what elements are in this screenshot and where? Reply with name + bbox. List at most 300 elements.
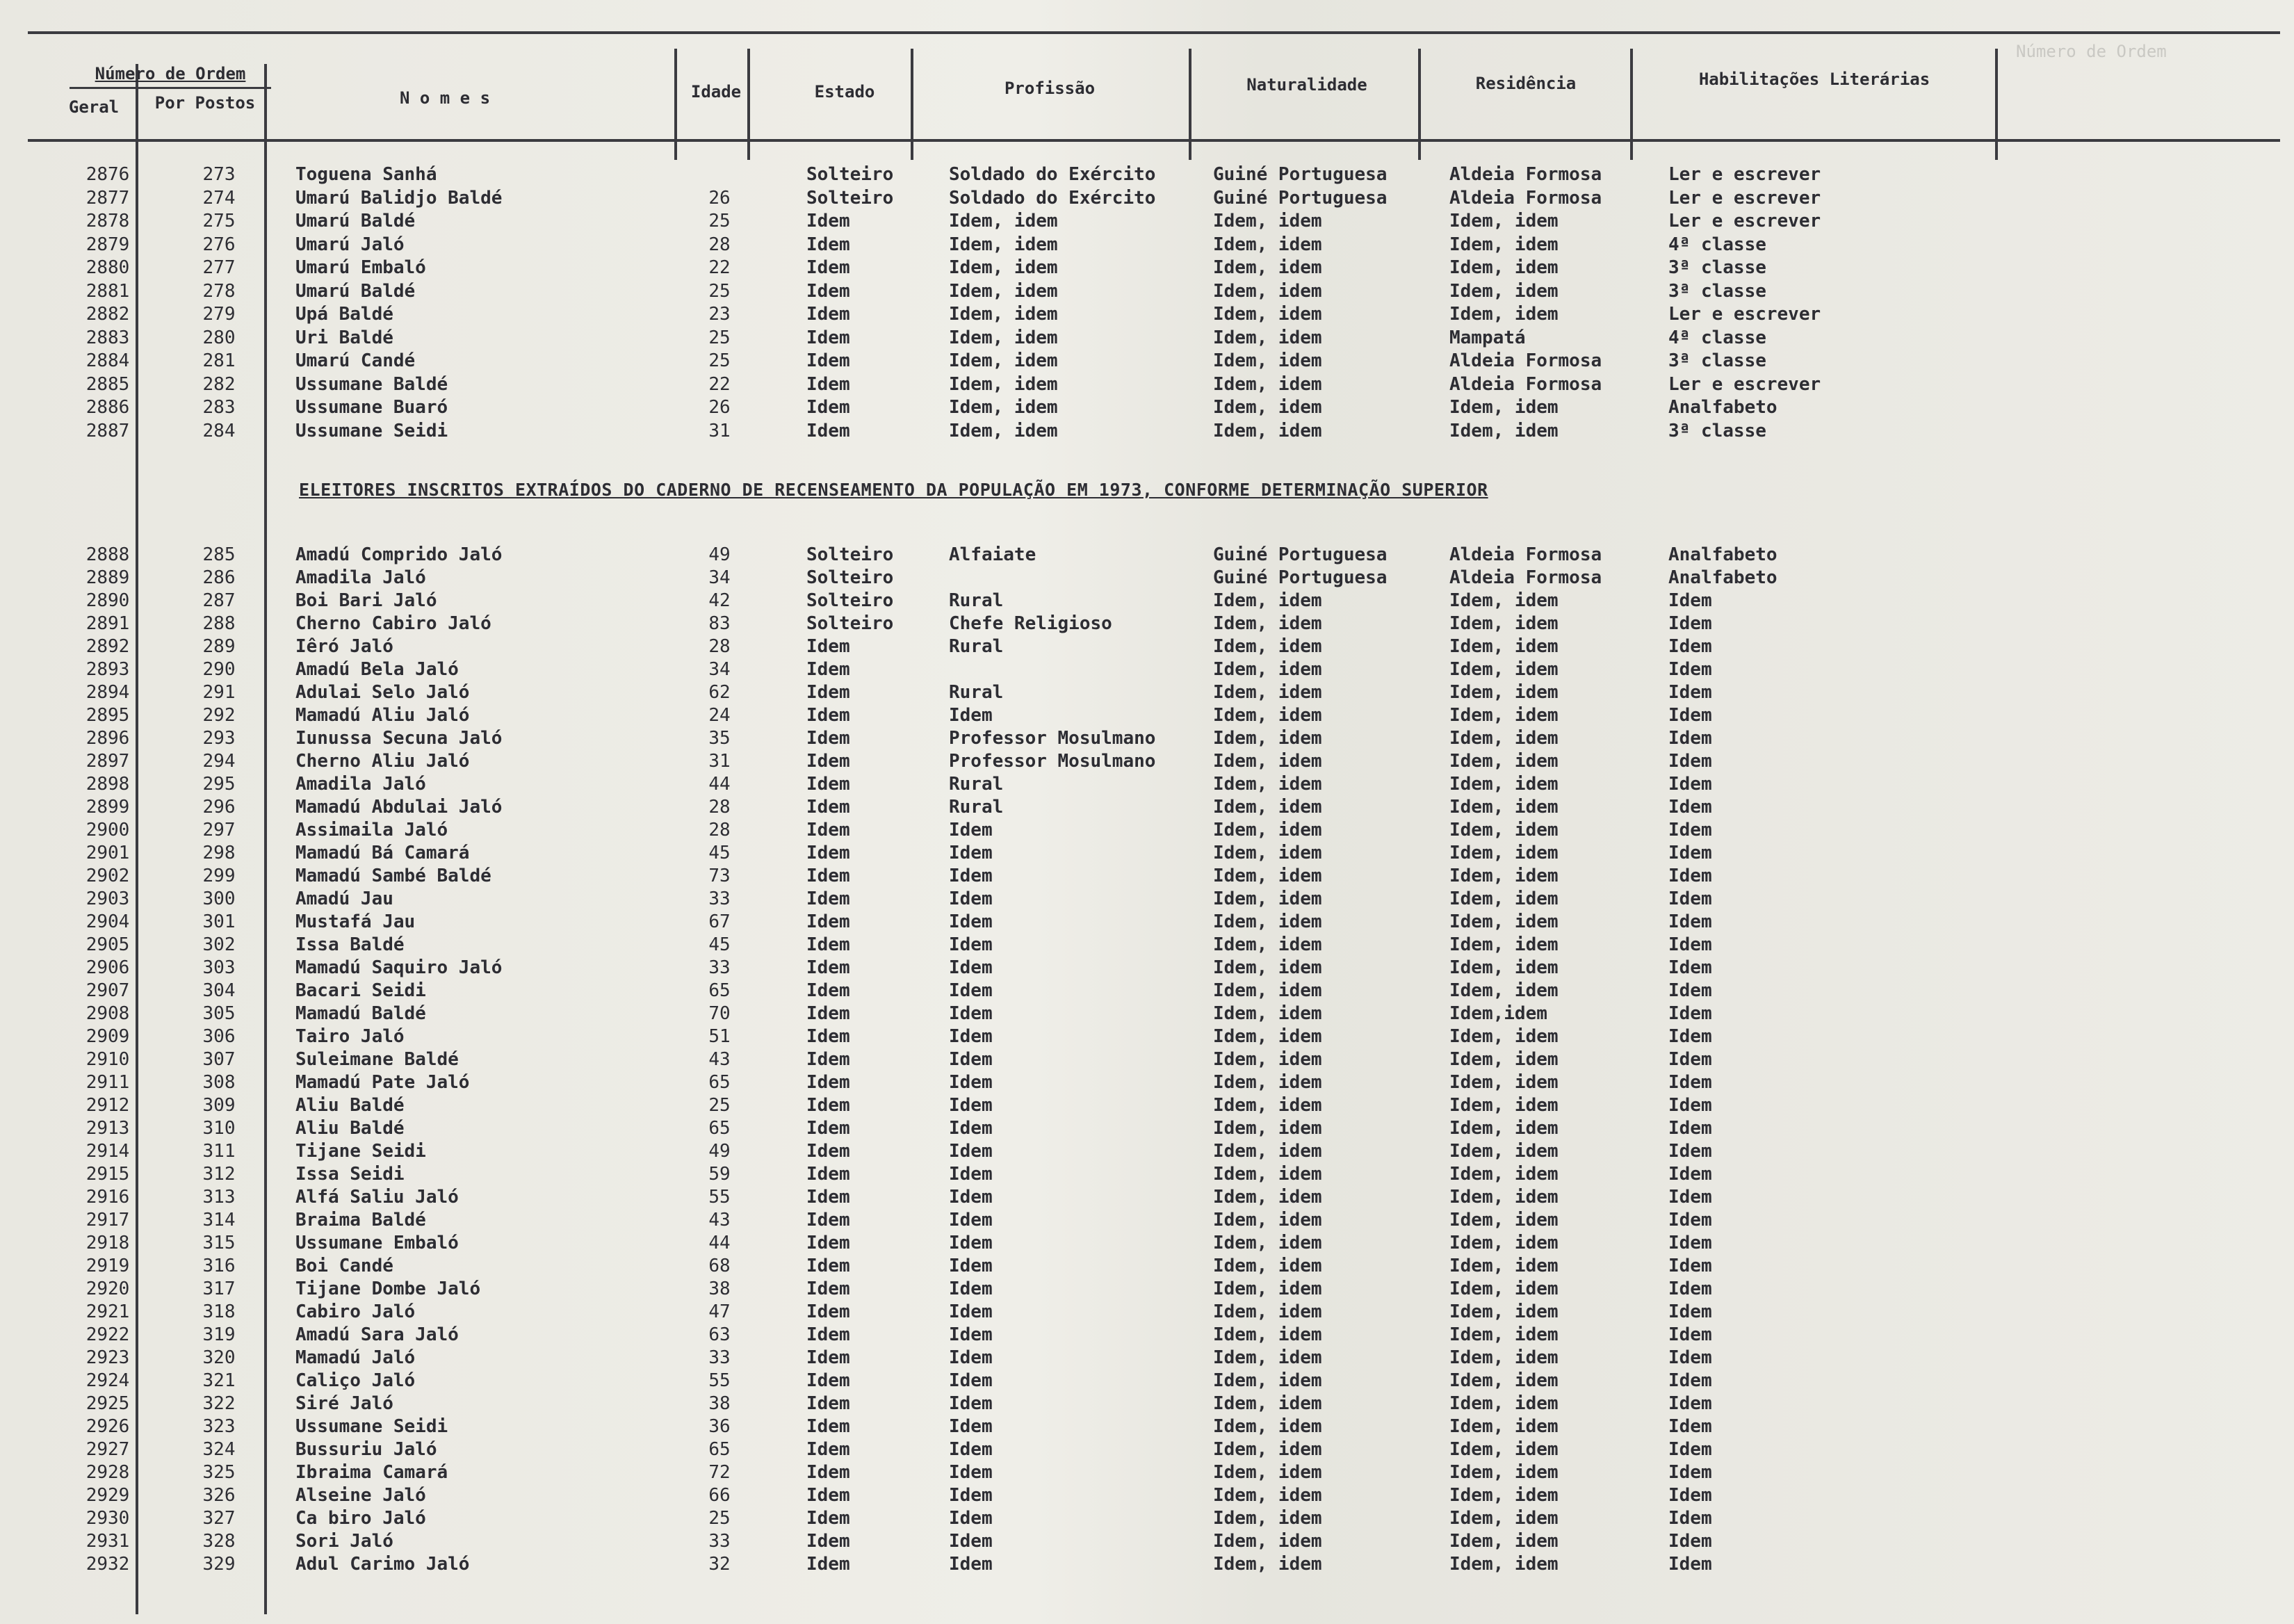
cell-idade: 28 <box>708 234 731 255</box>
cell-estado: Idem <box>806 1393 850 1414</box>
cell-idade: 51 <box>708 1026 731 1047</box>
cell-naturalidade: Idem, idem <box>1213 1026 1322 1047</box>
cell-por-postos: 300 <box>202 888 236 909</box>
cell-naturalidade: Idem, idem <box>1213 659 1322 680</box>
cell-nome: Cherno Cabiro Jaló <box>295 613 491 634</box>
cell-profissao: Idem <box>949 957 993 978</box>
cell-idade: 26 <box>708 187 731 209</box>
cell-por-postos: 283 <box>202 397 236 418</box>
cell-naturalidade: Idem, idem <box>1213 1118 1322 1139</box>
cell-geral: 2900 <box>86 820 130 841</box>
cell-geral: 2891 <box>86 613 130 634</box>
cell-por-postos: 303 <box>202 957 236 978</box>
cell-nome: Umarú Baldé <box>295 280 416 302</box>
table-row <box>0 374 2294 396</box>
cell-profissao: Idem <box>949 1095 993 1116</box>
cell-profissao: Idem, idem <box>949 234 1058 255</box>
cell-habilitacoes: Idem <box>1668 1462 1712 1483</box>
cell-estado: Idem <box>806 1095 850 1116</box>
cell-por-postos: 294 <box>202 751 236 772</box>
cell-geral: 2883 <box>86 327 130 348</box>
cell-habilitacoes: Idem <box>1668 911 1712 932</box>
table-row <box>0 350 2294 373</box>
cell-habilitacoes: Idem <box>1668 1003 1712 1024</box>
cell-habilitacoes: Idem <box>1668 1439 1712 1460</box>
cell-habilitacoes: Analfabeto <box>1668 544 1778 565</box>
cell-residencia: Idem, idem <box>1449 1301 1559 1322</box>
cell-por-postos: 277 <box>202 257 236 278</box>
cell-naturalidade: Idem, idem <box>1213 1233 1322 1253</box>
cell-nome: Mamadú Aliu Jaló <box>295 705 470 726</box>
cell-estado: Idem <box>806 1439 850 1460</box>
cell-profissao: Idem, idem <box>949 257 1058 278</box>
cell-residencia: Idem, idem <box>1449 1210 1559 1231</box>
cell-geral: 2932 <box>86 1554 130 1575</box>
cell-geral: 2908 <box>86 1003 130 1024</box>
cell-idade: 25 <box>708 211 731 232</box>
cell-profissao: Soldado do Exército <box>949 187 1156 209</box>
cell-profissao: Idem <box>949 911 993 932</box>
cell-residencia: Mampatá <box>1449 327 1526 348</box>
header-por-postos: Por Postos <box>154 93 256 113</box>
cell-profissao: Idem, idem <box>949 420 1058 441</box>
cell-habilitacoes: Idem <box>1668 705 1712 726</box>
cell-habilitacoes: Analfabeto <box>1668 397 1778 418</box>
cell-habilitacoes: Idem <box>1668 820 1712 841</box>
table-row <box>0 1049 2294 1071</box>
cell-estado: Idem <box>806 420 850 441</box>
cell-nome: Ussumane Buaró <box>295 397 448 418</box>
cell-profissao: Idem, idem <box>949 327 1058 348</box>
cell-profissao: Idem <box>949 1485 993 1506</box>
cell-geral: 2885 <box>86 373 130 395</box>
cell-habilitacoes: Idem <box>1668 888 1712 909</box>
cell-estado: Solteiro <box>806 567 894 588</box>
cell-geral: 2906 <box>86 957 130 978</box>
cell-residencia: Aldeia Formosa <box>1449 373 1602 395</box>
cell-habilitacoes: Ler e escrever <box>1668 211 1821 232</box>
cell-idade: 63 <box>708 1324 731 1345</box>
cell-idade: 25 <box>708 280 731 302</box>
cell-por-postos: 273 <box>202 164 236 185</box>
cell-profissao: Idem, idem <box>949 211 1058 232</box>
cell-habilitacoes: Ler e escrever <box>1668 164 1821 185</box>
cell-estado: Idem <box>806 1164 850 1185</box>
cell-naturalidade: Idem, idem <box>1213 751 1322 772</box>
cell-residencia: Idem, idem <box>1449 934 1559 955</box>
cell-residencia: Idem, idem <box>1449 1141 1559 1162</box>
cell-residencia: Idem, idem <box>1449 705 1559 726</box>
cell-residencia: Idem, idem <box>1449 1393 1559 1414</box>
cell-naturalidade: Idem, idem <box>1213 728 1322 749</box>
cell-profissao: Idem <box>949 1026 993 1047</box>
cell-residencia: Idem, idem <box>1449 304 1559 325</box>
cell-por-postos: 288 <box>202 613 236 634</box>
cell-residencia: Idem, idem <box>1449 280 1559 302</box>
cell-por-postos: 312 <box>202 1164 236 1185</box>
cell-residencia: Idem, idem <box>1449 257 1559 278</box>
cell-profissao: Idem, idem <box>949 373 1058 395</box>
cell-profissao: Idem <box>949 1118 993 1139</box>
table-row <box>0 590 2294 612</box>
cell-habilitacoes: 4ª classe <box>1668 327 1766 348</box>
cell-naturalidade: Idem, idem <box>1213 1141 1322 1162</box>
cell-estado: Idem <box>806 1462 850 1483</box>
cell-por-postos: 302 <box>202 934 236 955</box>
section-title: ELEITORES INSCRITOS EXTRAÍDOS DO CADERNO DE RECENSEAMENTO DA POPULAÇÃO EM 1973, CONFORME DETERMINAÇÃO SUPERIOR <box>299 480 1488 500</box>
cell-geral: 2881 <box>86 280 130 302</box>
cell-geral: 2899 <box>86 797 130 818</box>
cell-geral: 2915 <box>86 1164 130 1185</box>
cell-naturalidade: Idem, idem <box>1213 843 1322 863</box>
cell-residencia: Idem, idem <box>1449 1278 1559 1299</box>
table-row <box>0 705 2294 727</box>
cell-estado: Idem <box>806 280 850 302</box>
cell-profissao: Idem <box>949 1508 993 1529</box>
cell-naturalidade: Idem, idem <box>1213 682 1322 703</box>
cell-idade: 47 <box>708 1301 731 1322</box>
cell-geral: 2931 <box>86 1531 130 1552</box>
cell-estado: Idem <box>806 957 850 978</box>
cell-nome: Mamadú Sambé Baldé <box>295 866 491 886</box>
cell-por-postos: 285 <box>202 544 236 565</box>
cell-por-postos: 305 <box>202 1003 236 1024</box>
cell-por-postos: 278 <box>202 280 236 302</box>
cell-habilitacoes: Idem <box>1668 1485 1712 1506</box>
cell-habilitacoes: Idem <box>1668 1095 1712 1116</box>
cell-naturalidade: Idem, idem <box>1213 1210 1322 1231</box>
cell-habilitacoes: Idem <box>1668 1347 1712 1368</box>
cell-naturalidade: Idem, idem <box>1213 1095 1322 1116</box>
cell-nome: Boi Bari Jaló <box>295 590 437 611</box>
cell-residencia: Idem, idem <box>1449 420 1559 441</box>
table-row <box>0 1003 2294 1025</box>
cell-habilitacoes: Idem <box>1668 613 1712 634</box>
cell-habilitacoes: Idem <box>1668 1554 1712 1575</box>
cell-profissao: Idem <box>949 1164 993 1185</box>
cell-geral: 2879 <box>86 234 130 255</box>
cell-naturalidade: Idem, idem <box>1213 1416 1322 1437</box>
cell-habilitacoes: Idem <box>1668 1233 1712 1253</box>
cell-por-postos: 309 <box>202 1095 236 1116</box>
cell-residencia: Idem, idem <box>1449 1187 1559 1208</box>
cell-estado: Idem <box>806 1049 850 1070</box>
table-row <box>0 327 2294 350</box>
cell-nome: Cabiro Jaló <box>295 1301 416 1322</box>
table-row <box>0 211 2294 233</box>
cell-profissao: Idem <box>949 1072 993 1093</box>
table-row <box>0 567 2294 590</box>
cell-naturalidade: Idem, idem <box>1213 1164 1322 1185</box>
cell-idade: 31 <box>708 420 731 441</box>
table-row <box>0 188 2294 210</box>
cell-idade: 36 <box>708 1416 731 1437</box>
cell-geral: 2929 <box>86 1485 130 1506</box>
cell-geral: 2921 <box>86 1301 130 1322</box>
col-rule-nomes <box>674 49 677 160</box>
header-geral: Geral <box>68 97 120 117</box>
cell-nome: Ibraima Camará <box>295 1462 448 1483</box>
cell-habilitacoes: Idem <box>1668 1118 1712 1139</box>
cell-estado: Solteiro <box>806 164 894 185</box>
cell-por-postos: 280 <box>202 327 236 348</box>
cell-residencia: Idem, idem <box>1449 1324 1559 1345</box>
cell-naturalidade: Idem, idem <box>1213 911 1322 932</box>
cell-nome: Mamadú Jaló <box>295 1347 416 1368</box>
cell-residencia: Idem, idem <box>1449 659 1559 680</box>
cell-geral: 2884 <box>86 350 130 371</box>
cell-idade: 25 <box>708 327 731 348</box>
table-row <box>0 1187 2294 1209</box>
cell-nome: Mustafá Jau <box>295 911 416 932</box>
cell-estado: Idem <box>806 659 850 680</box>
cell-profissao: Idem <box>949 1256 993 1276</box>
cell-habilitacoes: Idem <box>1668 659 1712 680</box>
cell-por-postos: 313 <box>202 1187 236 1208</box>
table-row <box>0 957 2294 980</box>
cell-estado: Idem <box>806 373 850 395</box>
cell-habilitacoes: Idem <box>1668 1072 1712 1093</box>
cell-por-postos: 329 <box>202 1554 236 1575</box>
cell-idade: 25 <box>708 1508 731 1529</box>
cell-residencia: Aldeia Formosa <box>1449 350 1602 371</box>
cell-geral: 2927 <box>86 1439 130 1460</box>
cell-profissao: Idem <box>949 1370 993 1391</box>
cell-nome: Siré Jaló <box>295 1393 393 1414</box>
cell-naturalidade: Idem, idem <box>1213 590 1322 611</box>
cell-geral: 2918 <box>86 1233 130 1253</box>
cell-habilitacoes: Ler e escrever <box>1668 187 1821 209</box>
cell-naturalidade: Idem, idem <box>1213 1187 1322 1208</box>
cell-estado: Idem <box>806 1003 850 1024</box>
cell-estado: Idem <box>806 843 850 863</box>
cell-idade: 65 <box>708 980 731 1001</box>
cell-residencia: Idem, idem <box>1449 751 1559 772</box>
cell-naturalidade: Idem, idem <box>1213 934 1322 955</box>
cell-profissao: Idem <box>949 1531 993 1552</box>
cell-naturalidade: Idem, idem <box>1213 1278 1322 1299</box>
cell-profissao: Idem <box>949 888 993 909</box>
cell-geral: 2896 <box>86 728 130 749</box>
cell-geral: 2920 <box>86 1278 130 1299</box>
cell-idade: 65 <box>708 1072 731 1093</box>
cell-nome: Amadú Jau <box>295 888 393 909</box>
cell-residencia: Idem, idem <box>1449 1095 1559 1116</box>
cell-nome: Umarú Balidjo Baldé <box>295 187 503 209</box>
cell-habilitacoes: Idem <box>1668 797 1712 818</box>
cell-por-postos: 296 <box>202 797 236 818</box>
cell-estado: Idem <box>806 257 850 278</box>
cell-habilitacoes: 4ª classe <box>1668 234 1766 255</box>
header-naturalidade: Naturalidade <box>1246 75 1367 95</box>
cell-nome: Ussumane Embaló <box>295 1233 459 1253</box>
cell-por-postos: 276 <box>202 234 236 255</box>
table-row <box>0 728 2294 750</box>
cell-estado: Idem <box>806 1141 850 1162</box>
table-row <box>0 1508 2294 1530</box>
cell-geral: 2882 <box>86 304 130 325</box>
header-habilitacoes: Habilitações Literárias <box>1698 70 1930 89</box>
cell-idade: 33 <box>708 888 731 909</box>
cell-idade: 33 <box>708 1347 731 1368</box>
cell-estado: Idem <box>806 636 850 657</box>
cell-por-postos: 325 <box>202 1462 236 1483</box>
cell-profissao: Idem <box>949 1301 993 1322</box>
cell-habilitacoes: Idem <box>1668 866 1712 886</box>
cell-geral: 2880 <box>86 257 130 278</box>
table-row <box>0 397 2294 419</box>
table-row <box>0 866 2294 888</box>
cell-profissao: Professor Mosulmano <box>949 728 1156 749</box>
table-row <box>0 980 2294 1002</box>
cell-nome: Tairo Jaló <box>295 1026 405 1047</box>
cell-estado: Idem <box>806 1416 850 1437</box>
cell-profissao: Idem <box>949 1187 993 1208</box>
cell-naturalidade: Idem, idem <box>1213 234 1322 255</box>
cell-naturalidade: Idem, idem <box>1213 980 1322 1001</box>
cell-residencia: Idem, idem <box>1449 774 1559 795</box>
cell-profissao: Idem <box>949 705 993 726</box>
cell-geral: 2903 <box>86 888 130 909</box>
cell-nome: Tijane Seidi <box>295 1141 426 1162</box>
cell-idade: 28 <box>708 797 731 818</box>
table-row <box>0 1095 2294 1117</box>
cell-residencia: Idem, idem <box>1449 613 1559 634</box>
cell-residencia: Idem, idem <box>1449 1439 1559 1460</box>
cell-por-postos: 289 <box>202 636 236 657</box>
cell-estado: Idem <box>806 774 850 795</box>
cell-por-postos: 295 <box>202 774 236 795</box>
cell-nome: Mamadú Abdulai Jaló <box>295 797 503 818</box>
cell-idade: 44 <box>708 774 731 795</box>
header-nomes: N o m e s <box>399 88 491 108</box>
cell-estado: Idem <box>806 705 850 726</box>
cell-nome: Assimaila Jaló <box>295 820 448 841</box>
cell-naturalidade: Idem, idem <box>1213 1462 1322 1483</box>
cell-estado: Idem <box>806 797 850 818</box>
cell-residencia: Idem, idem <box>1449 888 1559 909</box>
cell-profissao: Rural <box>949 636 1004 657</box>
cell-idade: 35 <box>708 728 731 749</box>
cell-nome: Ca biro Jaló <box>295 1508 426 1529</box>
cell-geral: 2923 <box>86 1347 130 1368</box>
cell-estado: Idem <box>806 234 850 255</box>
cell-residencia: Idem, idem <box>1449 1416 1559 1437</box>
cell-idade: 66 <box>708 1485 731 1506</box>
cell-estado: Idem <box>806 866 850 886</box>
cell-profissao: Rural <box>949 774 1004 795</box>
cell-profissao: Idem <box>949 1278 993 1299</box>
cell-nome: Sori Jaló <box>295 1531 393 1552</box>
cell-residencia: Idem, idem <box>1449 1554 1559 1575</box>
cell-nome: Mamadú Pate Jaló <box>295 1072 470 1093</box>
cell-profissao: Idem <box>949 1324 993 1345</box>
cell-geral: 2914 <box>86 1141 130 1162</box>
cell-idade: 44 <box>708 1233 731 1253</box>
cell-naturalidade: Idem, idem <box>1213 774 1322 795</box>
cell-residencia: Idem, idem <box>1449 590 1559 611</box>
cell-idade: 55 <box>708 1187 731 1208</box>
cell-profissao: Idem, idem <box>949 280 1058 302</box>
cell-geral: 2887 <box>86 420 130 441</box>
table-row <box>0 682 2294 704</box>
cell-profissao: Idem <box>949 980 993 1001</box>
cell-geral: 2902 <box>86 866 130 886</box>
cell-nome: Ussumane Seidi <box>295 420 448 441</box>
cell-habilitacoes: Idem <box>1668 1026 1712 1047</box>
cell-idade: 59 <box>708 1164 731 1185</box>
cell-idade: 38 <box>708 1393 731 1414</box>
cell-estado: Idem <box>806 1531 850 1552</box>
cell-por-postos: 328 <box>202 1531 236 1552</box>
cell-geral: 2928 <box>86 1462 130 1483</box>
cell-nome: Bacari Seidi <box>295 980 426 1001</box>
cell-por-postos: 298 <box>202 843 236 863</box>
cell-residencia: Idem, idem <box>1449 797 1559 818</box>
cell-idade: 68 <box>708 1256 731 1276</box>
table-row <box>0 820 2294 842</box>
cell-estado: Idem <box>806 911 850 932</box>
table-row <box>0 257 2294 279</box>
cell-estado: Idem <box>806 820 850 841</box>
cell-por-postos: 314 <box>202 1210 236 1231</box>
cell-idade: 33 <box>708 1531 731 1552</box>
cell-por-postos: 320 <box>202 1347 236 1368</box>
cell-estado: Idem <box>806 1233 850 1253</box>
table-row <box>0 1324 2294 1347</box>
cell-profissao: Idem <box>949 843 993 863</box>
cell-nome: Cherno Aliu Jaló <box>295 751 470 772</box>
cell-por-postos: 291 <box>202 682 236 703</box>
table-row <box>0 1485 2294 1507</box>
cell-estado: Idem <box>806 327 850 348</box>
cell-profissao: Idem <box>949 1347 993 1368</box>
cell-naturalidade: Idem, idem <box>1213 957 1322 978</box>
cell-nome: Boi Candé <box>295 1256 393 1276</box>
cell-profissao: Idem, idem <box>949 304 1058 325</box>
cell-profissao: Idem <box>949 1393 993 1414</box>
cell-nome: Amadú Bela Jaló <box>295 659 459 680</box>
cell-habilitacoes: Idem <box>1668 1187 1712 1208</box>
table-row <box>0 281 2294 303</box>
table-row <box>0 1026 2294 1048</box>
header-residencia: Residência <box>1475 74 1577 93</box>
cell-por-postos: 317 <box>202 1278 236 1299</box>
cell-profissao: Idem <box>949 1554 993 1575</box>
cell-geral: 2897 <box>86 751 130 772</box>
cell-nome: Umarú Candé <box>295 350 416 371</box>
cell-residencia: Aldeia Formosa <box>1449 544 1602 565</box>
col-rule-residencia <box>1630 49 1633 160</box>
cell-nome: Aliu Baldé <box>295 1095 405 1116</box>
cell-naturalidade: Idem, idem <box>1213 1370 1322 1391</box>
cell-profissao: Idem, idem <box>949 350 1058 371</box>
cell-idade: 34 <box>708 567 731 588</box>
cell-residencia: Idem, idem <box>1449 1531 1559 1552</box>
cell-idade: 73 <box>708 866 731 886</box>
table-row <box>0 1256 2294 1278</box>
cell-residencia: Idem, idem <box>1449 728 1559 749</box>
cell-habilitacoes: 3ª classe <box>1668 420 1766 441</box>
cell-idade: 42 <box>708 590 731 611</box>
col-rule-estado <box>911 49 913 160</box>
cell-residencia: Idem, idem <box>1449 820 1559 841</box>
table-row <box>0 1370 2294 1392</box>
cell-estado: Idem <box>806 1187 850 1208</box>
cell-estado: Idem <box>806 397 850 418</box>
cell-estado: Idem <box>806 1347 850 1368</box>
cell-nome: Aliu Baldé <box>295 1118 405 1139</box>
